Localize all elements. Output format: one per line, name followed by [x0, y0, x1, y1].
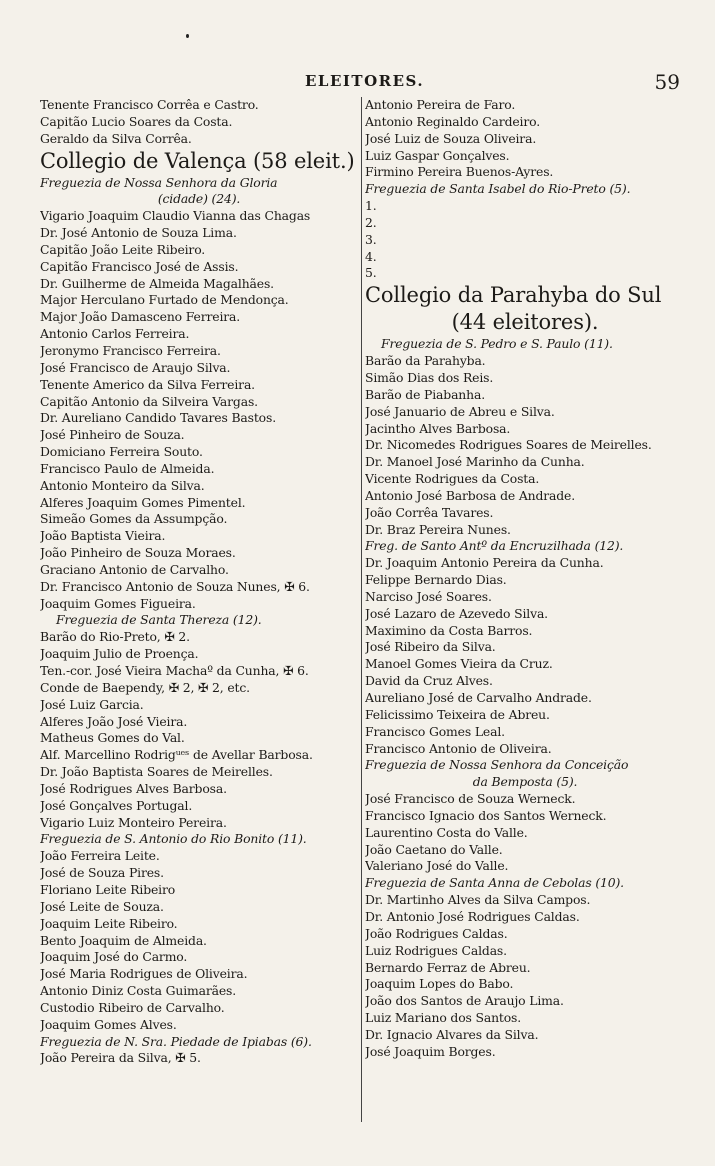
right-column [365, 97, 685, 1061]
elector-name: José Leite de Souza. [40, 898, 164, 914]
elector-name: Capitão Francisco José de Assis. [40, 258, 239, 274]
elector-name: 3. [365, 231, 377, 247]
elector-name: Alferes Joaquim Gomes Pimentel. [40, 494, 246, 510]
elector-name: Dr. Ignacio Alvares da Silva. [365, 1026, 539, 1042]
elector-name: Manoel Gomes Vieira da Cruz. [365, 656, 553, 672]
elector-name: José Joaquim Borges. [365, 1043, 496, 1059]
elector-name: Dr. José Antonio de Souza Lima. [40, 225, 237, 241]
elector-name: Dr. Aureliano Candido Tavares Bastos. [40, 410, 276, 426]
page-header [40, 70, 680, 94]
elector-name: José de Souza Pires. [40, 865, 164, 881]
elector-name: 4. [365, 248, 377, 264]
elector-name: Dr. Joaquim Antonio Pereira da Cunha. [365, 555, 604, 571]
elector-name: Francisco Ignacio dos Santos Werneck. [365, 807, 607, 823]
elector-name: José Luiz de Souza Oliveira. [365, 130, 537, 146]
collegio-heading: (44 eleitores). [451, 310, 599, 335]
parish-heading: Freguezia de Santa Thereza (12). [56, 612, 262, 628]
elector-name: José Lazaro de Azevedo Silva. [365, 605, 548, 621]
elector-name: Joaquim Lopes do Babo. [365, 976, 514, 992]
elector-name: Alferes João José Vieira. [40, 713, 188, 729]
elector-name: Narciso José Soares. [365, 588, 492, 604]
elector-name: Luiz Mariano dos Santos. [365, 1010, 522, 1026]
elector-name: Tenente Francisco Corrêa e Castro. [40, 97, 259, 112]
ink-speck [186, 34, 189, 38]
elector-name: Capitão João Leite Ribeiro. [40, 241, 206, 257]
elector-name: Dr. Guilherme de Almeida Magalhães. [40, 275, 274, 291]
elector-name: Matheus Gomes do Val. [40, 730, 185, 746]
parish-heading: Freg. de Santo Antº da Encruzilhada (12). [365, 538, 624, 554]
elector-name: Francisco Antonio de Oliveira. [365, 740, 552, 756]
parish-heading: Freguezia de N. Sra. Piedade de Ipiabas (6). [40, 1033, 312, 1049]
elector-name: Francisco Gomes Leal. [365, 723, 505, 739]
elector-name: Custodio Ribeiro de Carvalho. [40, 999, 225, 1015]
parish-heading: Freguezia de Nossa Senhora da Gloria [40, 174, 278, 190]
elector-name: Barão do Rio-Preto, ✠ 2. [40, 629, 190, 645]
elector-name: Vicente Rodrigues da Costa. [365, 471, 540, 487]
elector-name: Luiz Gaspar Gonçalves. [365, 147, 510, 163]
parish-heading: Freguezia de S. Antonio do Rio Bonito (11). [40, 831, 307, 847]
elector-name: João Baptista Vieira. [40, 528, 166, 544]
column-divider [361, 97, 362, 1122]
elector-name: Joaquim Gomes Alves. [40, 1016, 177, 1032]
elector-name: José Francisco de Araujo Silva. [40, 359, 231, 375]
elector-name: Firmino Pereira Buenos-Ayres. [365, 164, 554, 180]
parish-heading: Freguezia de Santa Isabel do Rio-Preto (5). [365, 181, 631, 197]
elector-name: Laurentino Costa do Valle. [365, 824, 528, 840]
elector-name: Simeão Gomes da Assumpção. [40, 511, 228, 527]
page-title: ELEITORES. [305, 72, 425, 90]
elector-name: José Maria Rodrigues de Oliveira. [40, 966, 248, 982]
collegio-heading: Collegio de Valença (58 eleit.) [40, 148, 355, 173]
elector-name: Antonio Monteiro da Silva. [40, 477, 205, 493]
elector-name: José Ribeiro da Silva. [365, 639, 496, 655]
elector-name: Antonio Pereira de Faro. [365, 97, 516, 112]
elector-name: Luiz Rodrigues Caldas. [365, 942, 507, 958]
parish-heading: Freguezia de Nossa Senhora da Conceição [365, 757, 629, 773]
elector-name: Antonio José Barbosa de Andrade. [365, 487, 576, 503]
elector-name: Dr. Braz Pereira Nunes. [365, 521, 511, 537]
elector-name: Dr. Martinho Alves da Silva Campos. [365, 892, 591, 908]
elector-name: Joaquim Gomes Figueira. [40, 595, 196, 611]
elector-name: Graciano Antonio de Carvalho. [40, 561, 229, 577]
elector-name: 1. [365, 198, 377, 214]
elector-name: Capitão Lucio Soares da Costa. [40, 113, 233, 129]
elector-name: Jacintho Alves Barbosa. [365, 420, 511, 436]
parish-heading: (cidade) (24). [157, 191, 241, 207]
elector-name: Alf. Marcellino Rodrigᵘᵉˢ de Avellar Barbosa. [40, 747, 313, 763]
elector-name: Felicissimo Teixeira de Abreu. [365, 706, 550, 722]
elector-name: Antonio Diniz Costa Guimarães. [40, 983, 237, 999]
elector-name: Barão de Piabanha. [365, 386, 485, 402]
elector-name: Antonio Reginaldo Cardeiro. [365, 113, 540, 129]
elector-name: José Gonçalves Portugal. [40, 797, 193, 813]
elector-name: João Ferreira Leite. [40, 848, 160, 864]
elector-name: Vigario Luiz Monteiro Pereira. [40, 814, 227, 830]
elector-name: Geraldo da Silva Corrêa. [40, 130, 192, 146]
elector-name: Barão da Parahyba. [365, 353, 486, 369]
collegio-heading: Collegio da Parahyba do Sul [365, 283, 662, 308]
elector-name: Major João Damasceno Ferreira. [40, 309, 241, 325]
elector-name: Jeronymo Francisco Ferreira. [40, 342, 221, 358]
left-column [40, 97, 358, 1067]
elector-name: João Caetano do Valle. [365, 841, 503, 857]
elector-name: João Pereira da Silva, ✠ 5. [40, 1050, 201, 1066]
elector-name: Bernardo Ferraz de Abreu. [365, 959, 531, 975]
page-number: 59 [654, 70, 680, 94]
elector-name: João Corrêa Tavares. [365, 504, 494, 520]
elector-name: Francisco Paulo de Almeida. [40, 460, 215, 476]
elector-name: Joaquim José do Carmo. [40, 949, 188, 965]
elector-name: Domiciano Ferreira Souto. [40, 444, 203, 460]
elector-name: Aureliano José de Carvalho Andrade. [365, 690, 592, 705]
elector-name: Dr. Nicomedes Rodrigues Soares de Meirelles. [365, 437, 652, 453]
parish-heading: da Bemposta (5). [472, 774, 578, 790]
elector-name: Dr. Francisco Antonio de Souza Nunes, ✠ 6. [40, 578, 310, 594]
elector-name: Major Herculano Furtado de Mendonça. [40, 292, 289, 308]
parish-heading: Freguezia de S. Pedro e S. Paulo (11). [381, 336, 613, 352]
elector-name: Joaquim Julio de Proença. [40, 646, 199, 662]
elector-name: Floriano Leite Ribeiro [40, 881, 176, 897]
elector-name: João Pinheiro de Souza Moraes. [40, 545, 236, 561]
elector-name: José Luiz Garcia. [40, 696, 144, 712]
elector-name: Conde de Baependy, ✠ 2, ✠ 2, etc. [40, 679, 250, 695]
elector-name: José Januario de Abreu e Silva. [365, 403, 555, 419]
elector-name: Bento Joaquim de Almeida. [40, 932, 207, 948]
elector-name: Dr. Manoel José Marinho da Cunha. [365, 454, 585, 470]
elector-name: Valeriano José do Valle. [365, 858, 509, 874]
elector-name: Capitão Antonio da Silveira Vargas. [40, 393, 258, 409]
elector-name: Joaquim Leite Ribeiro. [40, 915, 178, 931]
elector-name: Maximino da Costa Barros. [365, 622, 533, 638]
elector-name: David da Cruz Alves. [365, 673, 493, 689]
elector-name: João dos Santos de Araujo Lima. [365, 993, 564, 1009]
elector-name: 2. [365, 214, 377, 230]
elector-name: Dr. João Baptista Soares de Meirelles. [40, 764, 273, 780]
elector-name: Tenente Americo da Silva Ferreira. [40, 376, 255, 392]
elector-name: Vigario Joaquim Claudio Vianna das Chagas [40, 208, 311, 224]
parish-heading: Freguezia de Santa Anna de Cebolas (10). [365, 875, 624, 891]
elector-name: José Francisco de Souza Werneck. [365, 791, 576, 807]
elector-name: Felippe Bernardo Dias. [365, 572, 507, 588]
elector-name: Simão Dias dos Reis. [365, 369, 494, 385]
elector-name: João Rodrigues Caldas. [365, 925, 508, 941]
elector-name: Dr. Antonio José Rodrigues Caldas. [365, 908, 580, 924]
elector-name: José Rodrigues Alves Barbosa. [40, 780, 227, 796]
elector-name: 5. [365, 265, 377, 281]
elector-name: Ten.-cor. José Vieira Machaº da Cunha, ✠ 6. [40, 663, 309, 678]
elector-name: José Pinheiro de Souza. [40, 427, 185, 443]
elector-name: Antonio Carlos Ferreira. [40, 326, 190, 342]
